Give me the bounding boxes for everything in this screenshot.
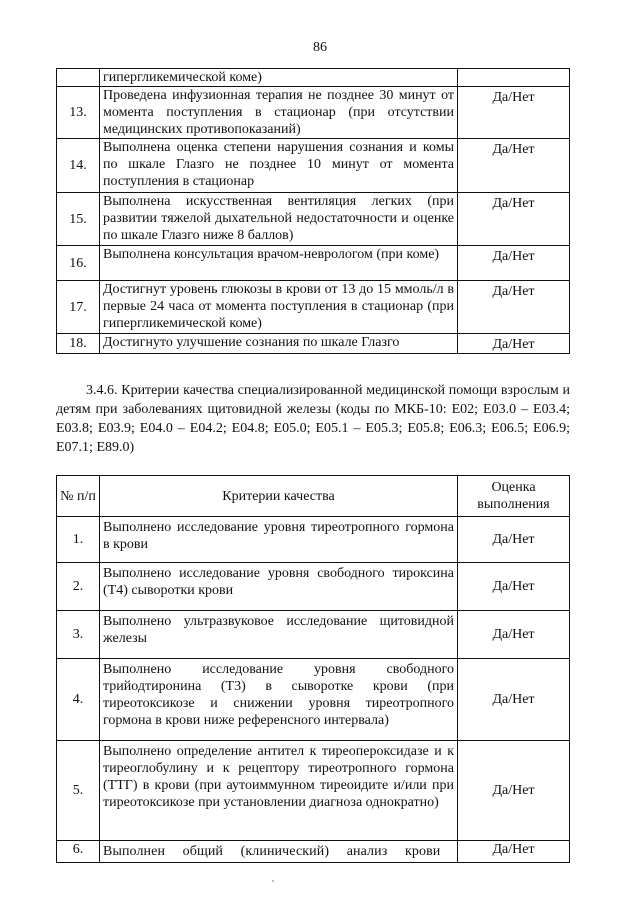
thyroid-quality-criteria-table xyxy=(56,475,570,863)
table-row xyxy=(57,334,570,354)
table-row xyxy=(57,281,570,334)
result-cell: Да/Нет xyxy=(458,87,570,139)
table-row xyxy=(57,69,570,87)
row-number: 13. xyxy=(57,87,100,139)
criterion-text: Выполнено определение антител к тиреопероксидазе и к тиреоглобулину и к рецептору тиреотропного гормона (ТТГ) в крови (при аутоиммунном тиреоидите и/или при тиреотоксикозе при установлении диагноза однократно) xyxy=(100,741,458,841)
table-row xyxy=(57,193,570,246)
criterion-text: Выполнена консультация врачом-неврологом (при коме) xyxy=(100,246,458,281)
table-row xyxy=(57,659,570,741)
header-number: № п/п xyxy=(57,476,100,517)
row-number: 18. xyxy=(57,334,100,354)
table-row xyxy=(57,563,570,611)
criterion-text: Выполнена оценка степени нарушения сознания и комы по шкале Глазго не позднее 10 минут от момента поступления в стационар xyxy=(100,139,458,193)
result-cell: Да/Нет xyxy=(458,281,570,334)
section-heading-paragraph: 3.4.6. Критерии качества специализированной медицинской помощи взрослым и детям при заболеваниях щитовидной железы (коды по МКБ-10: E02; E03.0 – E03.4; E03.8; E03.9; E04.0 – E04.2; E04.8; E05.0; E05.1 – E05.3; E05.8; E06.3; E06.5; E06.9; E07.1; E89.0) xyxy=(56,383,570,455)
result-cell: Да/Нет xyxy=(458,139,570,193)
criterion-text: Выполнено исследование уровня свободного тироксина (Т4) сыворотки крови xyxy=(100,563,458,611)
criterion-text: Выполнена искусственная вентиляция легких (при развитии тяжелой дыхательной недостаточности и оценке по шкале Глазго ниже 8 баллов) xyxy=(100,193,458,246)
result-cell: Да/Нет xyxy=(458,193,570,246)
row-number: 15. xyxy=(57,193,100,246)
result-cell: Да/Нет xyxy=(458,659,570,741)
criterion-text: Проведена инфузионная терапия не позднее 30 минут от момента поступления в стационар (при отсутствии медицинских противопоказаний) xyxy=(100,87,458,139)
table-row xyxy=(57,611,570,659)
row-number: 6. xyxy=(57,841,100,863)
row-number: 5. xyxy=(57,741,100,841)
row-number: 14. xyxy=(57,139,100,193)
criterion-text: Выполнено исследование уровня свободного трийодтиронина (Т3) в сыворотке крови (при тиреотоксикозе и снижении уровня тиреотропного гормона в крови ниже референсного интервала) xyxy=(100,659,458,741)
row-number: 1. xyxy=(57,517,100,563)
result-cell: Да/Нет xyxy=(458,246,570,281)
criterion-text: Достигнут уровень глюкозы в крови от 13 до 15 ммоль/л в первые 24 часа от момента поступления в стационар (при гипергликемической коме) xyxy=(100,281,458,334)
quality-criteria-table-continued xyxy=(56,68,570,354)
row-number: 16. xyxy=(57,246,100,281)
row-number: 4. xyxy=(57,659,100,741)
header-criterion: Критерии качества xyxy=(100,476,458,517)
criterion-text: Достигнуто улучшение сознания по шкале Глазго xyxy=(100,334,458,354)
result-cell: Да/Нет xyxy=(458,563,570,611)
table-row xyxy=(57,246,570,281)
table-header-row xyxy=(57,476,570,517)
row-number: 2. xyxy=(57,563,100,611)
table-row xyxy=(57,87,570,139)
result-cell: Да/Нет xyxy=(458,741,570,841)
criterion-text: гипергликемической коме) xyxy=(100,69,458,87)
criterion-text: Выполнено исследование уровня тиреотропного гормона в крови xyxy=(100,517,458,563)
result-cell: Да/Нет xyxy=(458,611,570,659)
table-row xyxy=(57,517,570,563)
result-cell: Да/Нет xyxy=(458,841,570,863)
scan-speck xyxy=(272,880,274,882)
table-row xyxy=(57,741,570,841)
row-number: 17. xyxy=(57,281,100,334)
row-number xyxy=(57,69,100,87)
result-cell: Да/Нет xyxy=(458,334,570,354)
table-row xyxy=(57,841,570,863)
table-row xyxy=(57,139,570,193)
page-number: 86 xyxy=(313,40,327,55)
row-number: 3. xyxy=(57,611,100,659)
result-cell: Да/Нет xyxy=(458,517,570,563)
result-cell xyxy=(458,69,570,87)
criterion-text: Выполнено ультразвуковое исследование щитовидной железы xyxy=(100,611,458,659)
criterion-text: Выполнен общий (клинический) анализ крови xyxy=(100,841,458,863)
header-result: Оценка выполнения xyxy=(458,476,570,517)
